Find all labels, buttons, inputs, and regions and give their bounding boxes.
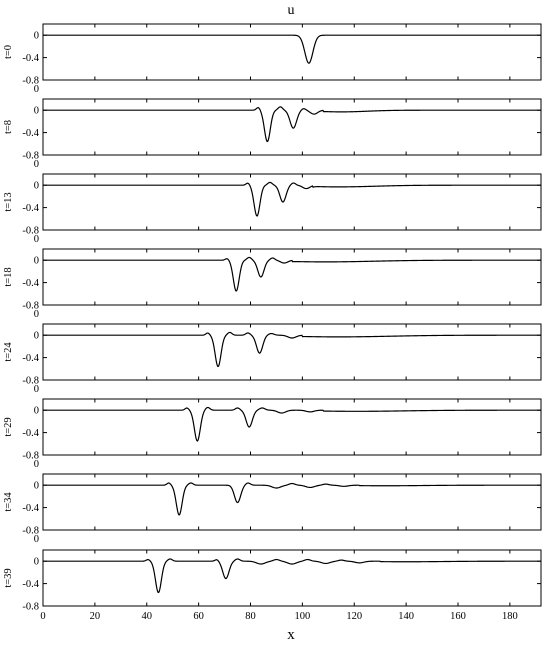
panel-frame <box>43 399 541 455</box>
panel-8 <box>3 550 541 613</box>
panel-time-label: t=18 <box>3 267 14 287</box>
y-tick-label: -0.4 <box>22 203 39 215</box>
panel-frame <box>43 249 541 305</box>
y-tick-label: -0.8 <box>22 601 39 613</box>
panels-group <box>3 24 541 622</box>
x-tick-label: 20 <box>89 611 101 622</box>
panel-time-label: t=34 <box>3 492 14 512</box>
series-line-t=8 <box>43 107 541 142</box>
x-tick-label: 100 <box>294 611 311 622</box>
panel-6 <box>3 399 541 470</box>
y-tick-label: -0.4 <box>22 278 39 290</box>
y-tick-label: 0 <box>33 255 39 267</box>
y-tick-label: 0 <box>33 105 39 117</box>
y-tick-label: -0.4 <box>22 428 39 440</box>
chart-title: u <box>287 3 295 18</box>
series-line-t=34 <box>43 483 541 515</box>
series-line-t=29 <box>43 407 541 441</box>
panel-time-label: t=0 <box>3 44 14 60</box>
x-axis-title: x <box>287 627 295 643</box>
x-tick-label: 140 <box>398 611 414 622</box>
panel-time-label: t=39 <box>3 568 14 588</box>
y-tick-label: -0.4 <box>22 128 39 140</box>
panel-time-label: t=8 <box>3 119 14 135</box>
panel-5 <box>3 324 541 395</box>
x-tick-label: 180 <box>502 611 518 622</box>
stray-top-label: 0 <box>33 459 39 470</box>
stray-top-label: 0 <box>33 159 39 170</box>
panel-time-label: t=24 <box>3 342 14 362</box>
y-tick-label: -0.8 <box>22 150 39 162</box>
y-tick-label: 0 <box>33 556 39 568</box>
series-line-t=24 <box>43 332 541 366</box>
panel-4 <box>3 249 541 320</box>
x-tick-label: 80 <box>245 611 256 622</box>
panel-time-label: t=13 <box>3 192 14 212</box>
x-tick-label: 0 <box>40 611 46 622</box>
y-tick-label: -0.4 <box>22 53 39 65</box>
y-tick-label: -0.8 <box>22 450 39 462</box>
stray-top-label: 0 <box>33 84 39 95</box>
panel-frame <box>43 174 541 230</box>
y-tick-label: -0.8 <box>22 225 39 237</box>
y-tick-label: 0 <box>33 405 39 417</box>
y-tick-label: 0 <box>33 480 39 492</box>
panel-2 <box>3 99 541 170</box>
series-line-t=0 <box>43 35 541 63</box>
y-tick-label: -0.4 <box>22 503 39 515</box>
series-line-t=13 <box>43 182 541 216</box>
stray-top-label: 0 <box>33 384 39 395</box>
panel-7 <box>3 474 541 545</box>
y-tick-label: -0.4 <box>22 353 39 365</box>
panel-frame <box>43 324 541 380</box>
y-tick-label: -0.4 <box>22 579 39 591</box>
x-tick-label: 60 <box>193 611 204 622</box>
y-tick-label: 0 <box>33 180 39 192</box>
x-tick-label: 160 <box>450 611 466 622</box>
panel-frame <box>43 474 541 530</box>
stray-top-label: 0 <box>33 309 39 320</box>
stray-top-label: 0 <box>33 534 39 545</box>
series-line-t=39 <box>43 559 541 592</box>
panel-1 <box>3 24 541 95</box>
x-tick-label: 120 <box>346 611 363 622</box>
stray-top-label: 0 <box>33 234 39 245</box>
panel-frame <box>43 550 541 606</box>
panel-time-label: t=29 <box>3 417 14 437</box>
y-tick-label: -0.8 <box>22 300 39 312</box>
y-tick-label: 0 <box>33 30 39 42</box>
series-line-t=18 <box>43 257 541 291</box>
y-tick-label: -0.8 <box>22 75 39 87</box>
y-tick-label: -0.8 <box>22 525 39 537</box>
x-tick-label: 40 <box>141 611 152 622</box>
panel-3 <box>3 174 541 245</box>
y-tick-label: -0.8 <box>22 375 39 387</box>
y-tick-label: 0 <box>33 330 39 342</box>
panel-frame <box>43 24 541 80</box>
